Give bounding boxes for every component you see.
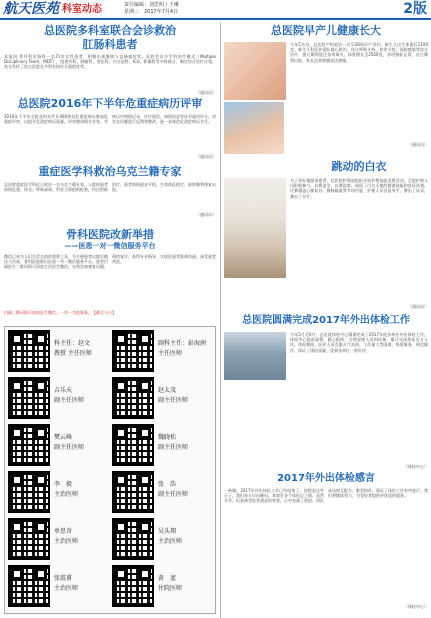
article-subtitle: ——医患一对一微信服务平台 (64, 242, 156, 250)
doctor-name: 吉乐天 (54, 387, 73, 394)
qr-code-icon[interactable] (112, 518, 154, 560)
article-byline: （通讯员） (408, 142, 428, 147)
doctor-card (8, 471, 110, 516)
doctor-card (8, 565, 110, 610)
article-byline: （通讯员） (196, 90, 216, 95)
article-nurses (290, 160, 428, 174)
doctor-title: 主治医师 (54, 491, 79, 498)
doctor-card (8, 330, 110, 375)
baby-photo-1 (224, 42, 286, 100)
article-title: 总医院圆满完成2017年外出体检工作 (242, 315, 410, 326)
doctor-title: 副主任医师 (54, 397, 85, 404)
article-body: 微信已成为人们生活交流的重要工具，为方便患者出院后随访与咨询，骨科医院推出医患一对一微信服务平台，患者扫描医生二维码即可添加主治医生微信，在线咨询康复问题，预约复诊，获得专业指导，实现医患零距离沟通，深受患者欢迎。 (4, 254, 216, 270)
doctor-title: 副主任医师 (158, 491, 189, 498)
article-note: 扫描二维码即可添加医生微信，一对一为您服务。【截至今日】 (4, 310, 116, 315)
date-line: 星期三 2017年7月4日 (124, 9, 179, 15)
doctor-name: 张霞甫 (54, 575, 73, 582)
article-title: 跳动的白衣 (331, 160, 387, 173)
article-body: 一转眼，2017年外出体检工作已经结束了。回想起这些日子，我们每天早出晚归，奔波在各个体检点之间，虽然辛苦，但看到受检者满意的笑容，心中充满了欣慰。团队成员相互配合，默契协作，保证了体检工作有序进行。我们将继续努力，为受检者提供更优质的服务。 (224, 488, 428, 504)
article-critical-review (4, 97, 216, 159)
doctor-card (112, 565, 214, 610)
qr-code-icon[interactable] (112, 330, 154, 372)
article-title-line2: 肛肠科患者 (82, 38, 138, 51)
qr-code-icon[interactable] (8, 518, 50, 560)
masthead (0, 0, 431, 19)
article-title: 重症医学科救治乌克兰籍专家 (38, 165, 182, 178)
article-premature (224, 24, 428, 38)
article-body: 今年5月至6月，总医院体检中心圆满完成了2017年度各单位外出体检工作。体检中心提前部署，精心组织，合理安排人员和设备，累计完成体检近万人次。体检期间，医护人员克服天气炎热、工作量大等困难，热情服务，规范操作，保证了体检质量，受到各单位一致好评。 (290, 332, 428, 353)
doctor-name: 李 毅 (54, 481, 73, 488)
article-checkup-thoughts (224, 472, 428, 609)
doctor-title: 主任医师 (158, 350, 183, 357)
article-byline: （通讯员） (196, 212, 216, 217)
article-body: 为了更好地服务患者，总医院护理部组织开展护理技能竞赛活动。全院护理人员积极参与，以赛促学，以赛促练，展现了白衣天使的精湛技能和良好风貌。比赛涵盖心肺复苏、静脉输液等多项内容，护理人员各显身手，赛出了风采，赛出了水平。 (290, 178, 428, 199)
section-name: 科室动态 (62, 4, 102, 15)
article-byline: （通讯员） (408, 304, 428, 309)
doctor-name: 黄 蓝 (158, 575, 177, 582)
article-title: 总医院早产儿健康长大 (271, 24, 381, 37)
doctor-title: 副主任医师 (54, 444, 85, 451)
article-title: 骨科医院改新举措 (66, 228, 154, 241)
doctor-name: 单思奇 (54, 528, 73, 535)
article-wechat (4, 228, 216, 315)
qr-code-icon[interactable] (8, 377, 50, 419)
qr-code-icon[interactable] (112, 424, 154, 466)
doctor-name: 张 浩 (158, 481, 177, 488)
masthead-rule (0, 18, 431, 20)
checkup-photo (224, 332, 286, 380)
page-number: 2版 (403, 1, 427, 17)
article-title: 2017年外出体检感言 (277, 473, 375, 484)
qr-code-icon[interactable] (8, 424, 50, 466)
doctor-name: 魏晓松 (158, 434, 177, 441)
qr-code-icon[interactable] (8, 330, 50, 372)
doctor-title: 主治医师 (54, 585, 79, 592)
article-icu (4, 165, 216, 217)
article-byline: （体检中心） (404, 604, 428, 609)
qr-code-icon[interactable] (112, 565, 154, 607)
doctor-name: 赵太茂 (158, 387, 177, 394)
article-checkup (224, 314, 428, 327)
doctor-title: 主治医师 (54, 538, 79, 545)
doctor-card (112, 471, 214, 516)
article-body: 今年5月份，总医院产科收治一名孕28周早产孕妇，新生儿出生体重仅1100克。新生儿科医护团队精心救治，经过呼吸支持、营养支持、预防感染等综合治疗，患儿顺利度过各项难关，体重增长至2500克，各项指标正常，近日顺利出院。家长送来锦旗表达感谢。 (290, 42, 428, 63)
article-title: 总医院2016年下半年危重症病历评审 (17, 97, 203, 110)
doctor-card (8, 377, 110, 422)
article-body: 本报讯 普外科肛肠科一名71岁女性患者，相继出现腹胀与直肠癌症状，医院会诊多学科治疗模式（Multiple Disciplinary Team，MDT），组建外科、肿瘤科、消化科、内分泌科、ICU、影像科等多科联合，制定综合治疗计划，充分发挥了综合医院在多科室协作方面的优势。 (4, 54, 216, 70)
newspaper-logo: 航天医苑 (3, 1, 59, 17)
doctor-name: 科主任：赵文 (54, 340, 91, 347)
article-byline: （体检中心） (404, 464, 428, 469)
article-byline: （通讯员） (196, 154, 216, 159)
doctor-name: 副科主任：彭海洲 (158, 340, 207, 347)
doctor-card (112, 518, 214, 563)
doctor-title: 副主任医师 (158, 397, 189, 404)
doctor-card (112, 330, 214, 375)
qr-code-icon[interactable] (8, 471, 50, 513)
doctor-title: 副主任医师 (158, 444, 189, 451)
doctor-title: 教授 主任医师 (54, 350, 92, 357)
qr-code-icon[interactable] (112, 471, 154, 513)
doctor-title: 住院医师 (158, 585, 183, 592)
article-mdt (4, 24, 216, 95)
article-body: 总医院重症医学科近日收治一名乌克兰籍专家，入院时患者病情危重，休克、呼吸衰竭。科室立即组织抢救，经过积极治疗，患者病情逐步平稳，生命体征稳定，最终顺利康复出院。 (4, 182, 216, 193)
doctor-card (112, 424, 214, 469)
nurses-photo (224, 178, 286, 278)
doctor-card (8, 424, 110, 469)
baby-photo-2 (224, 102, 284, 154)
article-title: 总医院多科室联合会诊救治 (44, 24, 176, 37)
doctor-title: 主治医师 (158, 538, 183, 545)
doctor-card (8, 518, 110, 563)
column-divider (220, 22, 221, 618)
editor-line: 责任编辑：刘思明 / 王琳 (124, 2, 179, 8)
article-body: 2016年下半年全院各科室共计400余份危重症病历参加危重症评审，以提升危重症病历质量。评审邀请相关专家，对病历中病情记录、诊疗规范、知情同意等环节逐项评分，对存在问题进行反馈和整改，进一步规范危重症病历书写。 (4, 114, 216, 125)
doctor-name: 吴头翔 (158, 528, 177, 535)
doctor-card (112, 377, 214, 422)
doctor-name: 樊云峰 (54, 434, 73, 441)
qr-code-icon[interactable] (112, 377, 154, 419)
qr-code-icon[interactable] (8, 565, 50, 607)
